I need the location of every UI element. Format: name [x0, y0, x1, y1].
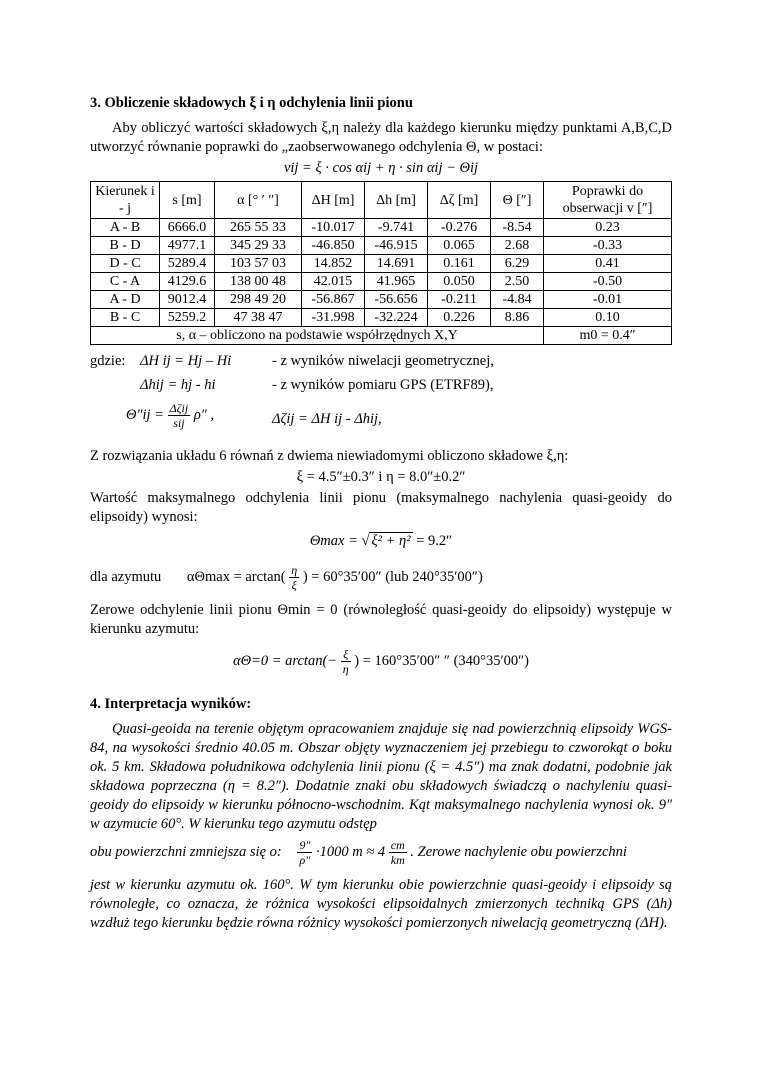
theta-max-formula: Θmax = √ ξ² + η² = 9.2″: [309, 533, 453, 549]
arc-numerator: 9″: [299, 838, 311, 852]
cell: 2.50: [491, 273, 544, 291]
cell: -0.33: [544, 237, 672, 255]
document-page: [90, 84, 672, 933]
section-4-para-1: Quasi-geoida na terenie objętym opracowaniem znajduje się nad powierzchnią elipsoidy WGS-84, na wysokości średnio 40.05 m. Obszar objęty wyznaczeniem jej przebiegu to czworokąt o boku ok. 5 km. Składowa południkowa odchylenia linii pionu (ξ = 4.5″) ma znak dodatni, podobnie jak składowa poprzeczna (η = 8.2″). Dodatnie znaki obu składowych świadczą o nachyleniu quasi-geoidy do elipsoidy w kierunku północno-wschodnim. Kąt maksymalnego nachylenia wynosi ok. 9″ w azymucie 60°. W kierunku tego azymutu odstęp: [90, 721, 672, 832]
azimuth-formula: [90, 563, 672, 595]
cell: -56.867: [302, 291, 365, 309]
cell: 0.065: [428, 237, 491, 255]
cell: -0.276: [428, 219, 491, 237]
table-row: [91, 309, 672, 327]
cell: -9.741: [365, 219, 428, 237]
header-cell: s [m]: [160, 182, 215, 219]
header-cell: Poprawki do obserwacji v [″]: [544, 182, 672, 219]
cell: -4.84: [491, 291, 544, 309]
theta-fraction: [168, 401, 191, 430]
cell: -46.850: [302, 237, 365, 255]
dzeta-equation: Δζij = ΔH ij - Δhij,: [272, 411, 382, 427]
cell: -8.54: [491, 219, 544, 237]
formula-line-mid: ·1000 m ≈ 4: [315, 843, 386, 860]
cell: B - C: [91, 309, 160, 327]
cell: 41.965: [365, 273, 428, 291]
theta-rhs: ρ″ ,: [193, 406, 215, 423]
cell: -10.017: [302, 219, 365, 237]
table-row: [91, 291, 672, 309]
cell: 47 38 47: [215, 309, 302, 327]
cell: B - D: [91, 237, 160, 255]
cell: 0.226: [428, 309, 491, 327]
dH-description: - z wyników niwelacji geometrycznej,: [272, 353, 494, 369]
theta-denominator: sij: [173, 416, 185, 430]
footer-note: s, α – obliczono na podstawie współrzędnych X,Y: [91, 327, 544, 345]
cell: -0.50: [544, 273, 672, 291]
cell: 0.23: [544, 219, 672, 237]
azimuth-numerator: η: [291, 563, 298, 577]
cell: 5289.4: [160, 255, 215, 273]
cell: 14.852: [302, 255, 365, 273]
cell: 0.050: [428, 273, 491, 291]
cell: 0.41: [544, 255, 672, 273]
cell: 14.691: [365, 255, 428, 273]
unit-denominator: km: [390, 853, 405, 867]
header-cell: Θ [″]: [491, 182, 544, 219]
arc-fraction: [297, 838, 312, 867]
theta-max-root: ξ² + η²: [371, 533, 411, 549]
cell: A - B: [91, 219, 160, 237]
table-row: [91, 237, 672, 255]
section-4-formula-line: [90, 838, 672, 872]
section-4-heading: 4. Interpretacja wyników:: [90, 696, 252, 712]
cell: 6666.0: [160, 219, 215, 237]
header-cell: α [° ′ ″]: [215, 182, 302, 219]
theta-lhs: Θ″ij =: [126, 406, 164, 423]
solution-result: ξ = 4.5″±0.3″ i η = 8.0″±0.2″: [296, 469, 466, 485]
table-row: [91, 273, 672, 291]
cell: 42.015: [302, 273, 365, 291]
table-header-row: [91, 182, 672, 219]
cell: 0.161: [428, 255, 491, 273]
theta-numerator: Δζij: [169, 401, 189, 415]
zero-lhs: αΘ=0 = arctan(−: [232, 652, 338, 669]
cell: -56.656: [365, 291, 428, 309]
table-row: [91, 255, 672, 273]
zero-denominator: η: [342, 662, 349, 676]
zero-azimuth-formula: [90, 647, 672, 681]
table-footer-row: [91, 327, 672, 345]
unit-numerator: cm: [390, 838, 405, 852]
cell: 4129.6: [160, 273, 215, 291]
dh-equation: Δhij = hj - hi: [140, 377, 216, 393]
cell: 4977.1: [160, 237, 215, 255]
cell: A - D: [91, 291, 160, 309]
observations-table: [90, 181, 672, 345]
gdzie-label: gdzie:: [90, 353, 126, 369]
theta-max-lhs: Θmax =: [309, 533, 358, 549]
header-cell: Δζ [m]: [428, 182, 491, 219]
cell: 103 57 03: [215, 255, 302, 273]
solution-text-3: Zerowe odchylenie linii pionu Θmin = 0 (równoległość quasi-geoidy do elipsoidy) występuje w kierunku azymutu:: [90, 602, 672, 637]
unit-fraction: [389, 838, 407, 867]
cell: 138 00 48: [215, 273, 302, 291]
header-cell: ΔH [m]: [302, 182, 365, 219]
formula-line-pre: obu powierzchni zmniejsza się o:: [90, 843, 282, 860]
header-cell: Δh [m]: [365, 182, 428, 219]
azimuth-rhs: ) = 60°35′00″ (lub 240°35′00″): [302, 568, 483, 585]
cell: -0.01: [544, 291, 672, 309]
cell: 2.68: [491, 237, 544, 255]
cell: -0.211: [428, 291, 491, 309]
dH-equation: ΔH ij = Hj – Hi: [140, 353, 232, 369]
zero-numerator: ξ: [341, 647, 351, 662]
section-3-heading: 3. Obliczenie składowych ξ i η odchylenia linii pionu: [90, 95, 413, 111]
theta-formula: [126, 401, 214, 430]
theta-max-rhs: = 9.2″: [416, 533, 453, 549]
azimuth-label: dla azymutu: [90, 568, 162, 585]
header-cell: Kierunek i - j: [91, 182, 160, 219]
cell: C - A: [91, 273, 160, 291]
cell: 265 55 33: [215, 219, 302, 237]
cell: 5259.2: [160, 309, 215, 327]
arc-denominator: ρ″: [299, 853, 311, 867]
cell: D - C: [91, 255, 160, 273]
section-4-para-2: jest w kierunku azymutu ok. 160°. W tym kierunku obie powierzchnie quasi-geoidy i elipsoidy są równoległe, co oznacza, że różnica wysokości elipsoidalnych zmierzonych techniką GPS (Δh) wzdłuż tego kierunku będzie równa różnicy wysokości pomierzonych niwelacją geometryczną (ΔH).: [90, 877, 672, 931]
definitions-block: [90, 353, 672, 443]
main-equation: vij = ξ · cos αij + η · sin αij − Θij: [283, 160, 479, 176]
azimuth-fraction: [289, 563, 299, 592]
solution-text-1: Z rozwiązania układu 6 równań z dwiema niewiadomymi obliczono składowe ξ,η:: [90, 448, 569, 464]
cell: 6.29: [491, 255, 544, 273]
cell: 8.86: [491, 309, 544, 327]
dh-description: - z wyników pomiaru GPS (ETRF89),: [272, 377, 494, 393]
cell: 9012.4: [160, 291, 215, 309]
cell: -46.915: [365, 237, 428, 255]
solution-text-2: Wartość maksymalnego odchylenia linii pionu (maksymalnego nachylenia quasi-geoidy do elipsoidy) wynosi:: [90, 490, 672, 525]
cell: -31.998: [302, 309, 365, 327]
cell: 0.10: [544, 309, 672, 327]
table-row: [91, 219, 672, 237]
section-3-intro: Aby obliczyć wartości składowych ξ,η należy dla każdego kierunku między punktami A,B,C,D utworzyć równanie poprawki do „zaobserwowanego odchylenia Θ, w postaci:: [90, 120, 672, 155]
zero-rhs: ) = 160°35′00″ ″ (340°35′00″): [354, 652, 530, 669]
footer-m0: m0 = 0.4″: [544, 327, 672, 345]
zero-fraction: [341, 647, 351, 676]
azimuth-lhs: αΘmax = arctan(: [186, 568, 286, 585]
cell: -32.224: [365, 309, 428, 327]
cell: 298 49 20: [215, 291, 302, 309]
azimuth-denominator: ξ: [291, 578, 297, 592]
formula-line-post: . Zerowe nachylenie obu powierzchni: [410, 843, 627, 860]
cell: 345 29 33: [215, 237, 302, 255]
